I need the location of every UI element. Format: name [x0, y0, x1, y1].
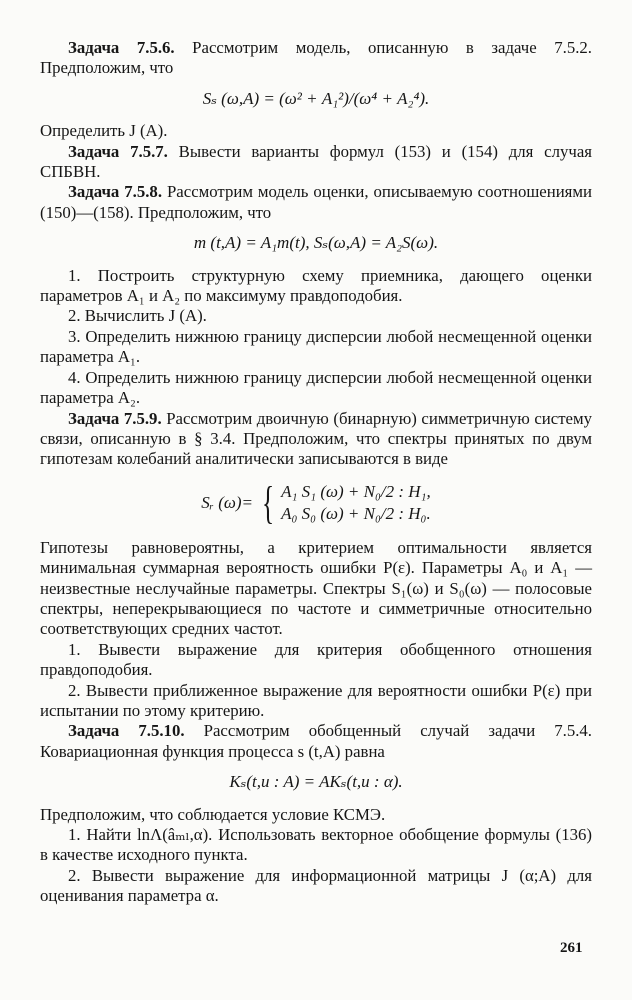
equation-case-1: A₁ S₁ (ω) + N₀/2 : H₁,	[281, 481, 431, 501]
problem-7-5-10	[40, 721, 592, 762]
page-body	[40, 38, 592, 907]
problem-text: Рассмотрим обобщенный случай задачи 7.5.4. Ковариационная функция процесса s (t,A) равна	[40, 721, 593, 761]
equation-lhs: Sᵣ (ω)=	[201, 492, 254, 512]
problem-text: Рассмотрим модель оценки, описываемую соотношениями (150)—(158). Предположим, что	[40, 182, 592, 222]
equation-case-2: A₀ S₀ (ω) + N₀/2 : H₀.	[281, 503, 431, 523]
problem-title: Задача 7.5.8.	[68, 182, 163, 202]
problem-7-5-9	[40, 409, 592, 470]
problem-7-5-6-end: Определить J (A).	[40, 121, 168, 141]
equation-4: Kₛ(t,u : A) = AKₛ(t,u : α).	[229, 772, 403, 792]
equation-1: Sₛ (ω,A) = (ω² + A₁²)/(ω⁴ + A₂⁴).	[202, 88, 430, 108]
problem-7-5-10-cont: Предположим, что соблюдается условие КСМЭ.	[40, 804, 386, 824]
list-item: 1. Найти lnΛ(âₘₗ,α). Использовать векторное обобщение формулы (136) в качестве исходного пункта.	[40, 825, 592, 865]
problem-text: Рассмотрим двоичную (бинарную) симметричную систему связи, описанную в § 3.4. Предположим, что спектры принятых по двум гипотезам колебаний аналитически записываются в виде	[40, 408, 592, 469]
equation-2: m (t,A) = A₁m(t), Sₛ(ω,A) = A₂S(ω).	[193, 233, 439, 253]
problem-title: Задача 7.5.6.	[68, 38, 175, 57]
problem-title: Задача 7.5.7.	[68, 141, 168, 161]
page-number: 261	[560, 940, 583, 956]
list-item: 3. Определить нижнюю границу дисперсии любой несмещенной оценки параметра A₁.	[40, 326, 592, 367]
problem-text: Вывести варианты формул (153) и (154) для случая СПБВН.	[40, 141, 592, 182]
equation-cases	[281, 481, 431, 525]
list-item: 4. Определить нижнюю границу дисперсии любой несмещенной оценки параметра A₂.	[40, 367, 592, 408]
problem-text: Рассмотрим модель, описанную в задаче 7.5.2. Предположим, что	[40, 38, 592, 78]
list-item: 1. Вывести выражение для критерия обобщенного отношения правдоподобия.	[40, 639, 592, 680]
brace-icon: {	[262, 476, 275, 528]
problem-7-5-9-cont: Гипотезы равновероятны, а критерием оптимальности является минимальная суммарная вероятность ошибки P(ε). Параметры A₀ и A₁ — неизвестные неслучайные параметры. Спектры S₁(ω) и S₀(ω) — полосовые спектры, неперекрывающиеся по частоте и симметричные относительно соответствующих средних частот.	[40, 537, 592, 639]
list-item: 2. Вывести приближенное выражение для вероятности ошибки P(ε) при испытании по этому критерию.	[40, 680, 592, 720]
list-item: 1. Построить структурную схему приемника, дающего оценки параметров A₁ и A₂ по максимуму правдоподобия.	[40, 265, 592, 306]
equation-system	[40, 476, 592, 528]
problem-7-5-8	[40, 182, 592, 223]
list-item: 2. Вывести выражение для информационной матрицы J (α;A) для оценивания параметра α.	[40, 865, 592, 906]
problem-title: Задача 7.5.10.	[68, 721, 185, 741]
list-item: 2. Вычислить J (A).	[68, 306, 207, 326]
problem-7-5-6	[40, 38, 592, 79]
problem-7-5-7	[40, 142, 592, 183]
problem-title: Задача 7.5.9.	[68, 408, 162, 428]
